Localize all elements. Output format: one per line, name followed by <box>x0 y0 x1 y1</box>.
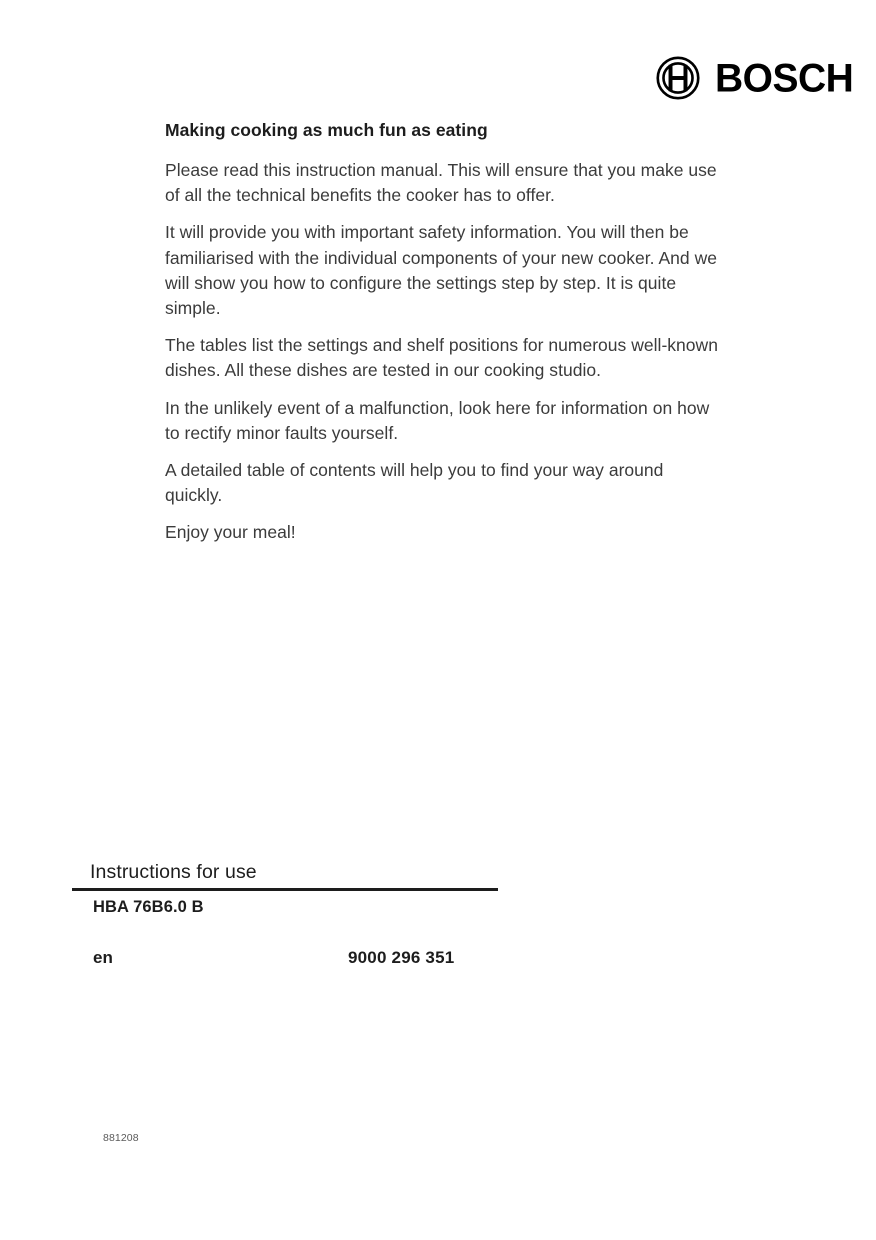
intro-paragraph: Please read this instruction manual. This will ensure that you make use of all the technical benefits the cooker has to offer. <box>165 160 717 206</box>
bosch-armature-icon <box>656 56 700 100</box>
intro-paragraph: Enjoy your meal! <box>165 522 296 543</box>
language-code: en <box>93 948 113 967</box>
intro-paragraph: It will provide you with important safety information. You will then be familiarised with the individual components of your new cooker. And we will show you how to configure the settings step by step. It is quite simple. <box>165 222 717 319</box>
intro-paragraph: The tables list the settings and shelf positions for numerous well-known dishes. All these dishes are tested in our cooking studio. <box>165 335 718 381</box>
model-number: HBA 76B6.0 B <box>93 898 204 916</box>
intro-heading: Making cooking as much fun as eating <box>165 120 488 140</box>
document-title: Instructions for use <box>90 861 257 883</box>
bosch-logo <box>656 56 853 100</box>
document-number: 9000 296 351 <box>348 948 455 967</box>
bosch-wordmark: BOSCH <box>715 55 854 101</box>
print-code: 881208 <box>103 1132 139 1144</box>
intro-paragraph: In the unlikely event of a malfunction, look here for information on how to rectify minor faults yourself. <box>165 397 710 443</box>
intro-paragraph: A detailed table of contents will help you to find your way around quickly. <box>165 460 664 506</box>
intro-block <box>165 118 725 546</box>
title-divider <box>72 888 498 891</box>
